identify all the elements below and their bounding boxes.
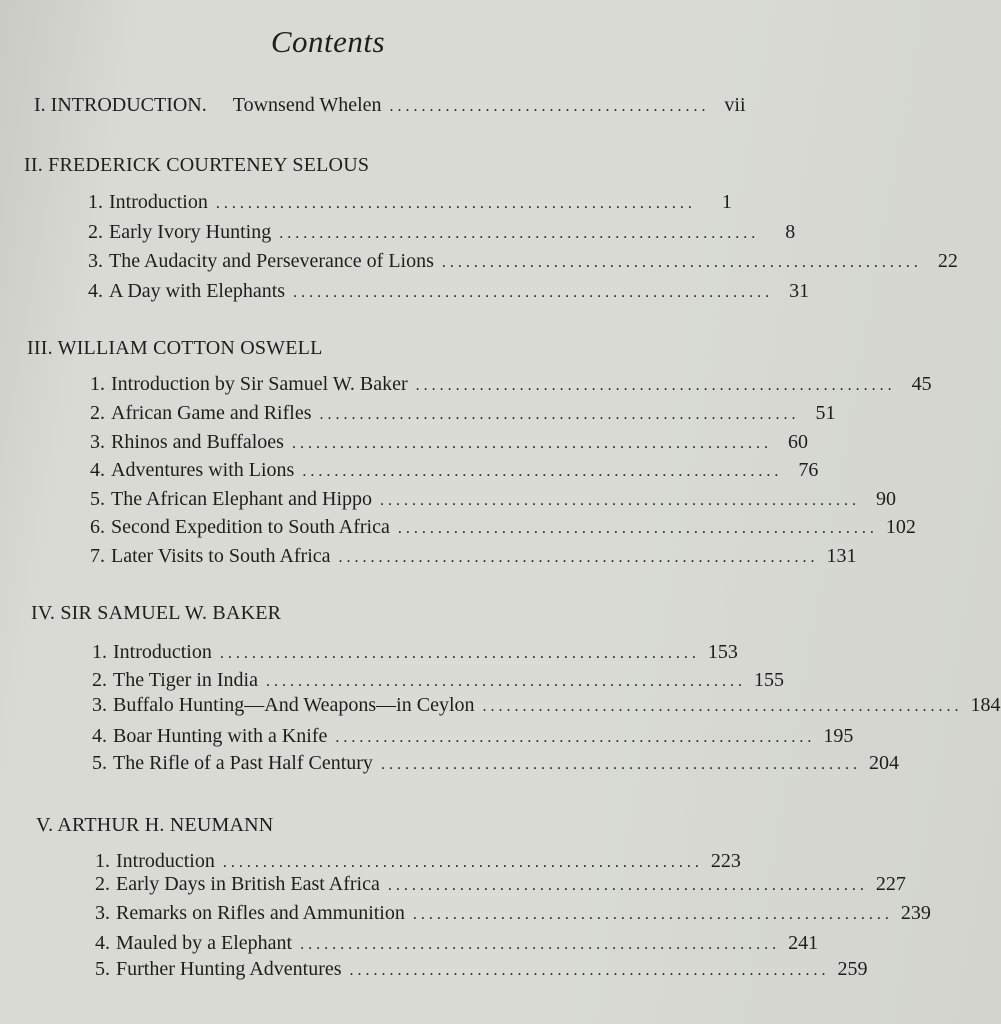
- toc-page-number: 259: [837, 958, 868, 980]
- toc-entry[interactable]: [88, 221, 796, 244]
- toc-entry[interactable]: [90, 516, 916, 539]
- toc-page-number: 90: [876, 488, 897, 510]
- toc-entry[interactable]: [95, 902, 931, 925]
- toc-entry-number: 1.: [95, 850, 110, 872]
- toc-entry[interactable]: [92, 694, 1001, 717]
- dot-leader: ............................................................: [300, 936, 781, 953]
- toc-entry-title: Introduction: [109, 191, 208, 213]
- dot-leader: ............................................................: [415, 377, 896, 394]
- toc-entry-title: The Audacity and Perseverance of Lions: [109, 250, 434, 272]
- dot-leader: ............................................................: [222, 854, 703, 871]
- toc-entry-number: 1.: [92, 641, 107, 663]
- dot-leader: ............................................................: [380, 756, 861, 773]
- toc-entry[interactable]: [95, 958, 868, 981]
- toc-page-number: 51: [815, 402, 836, 424]
- toc-page-number: 153: [707, 641, 738, 663]
- toc-entry[interactable]: [95, 850, 741, 873]
- toc-entry-label: I. INTRODUCTION.: [34, 94, 207, 116]
- toc-page-number: 223: [710, 850, 741, 872]
- dot-leader: ............................................................: [215, 195, 696, 212]
- toc-entry[interactable]: [90, 431, 808, 454]
- toc-entry[interactable]: [95, 932, 819, 955]
- toc-entry-introduction[interactable]: [34, 94, 746, 117]
- toc-entry-number: 6.: [90, 516, 105, 538]
- dot-leader: ............................................................: [441, 254, 922, 271]
- toc-entry[interactable]: [95, 873, 906, 896]
- toc-page-number: 195: [823, 725, 854, 747]
- toc-entry-number: 2.: [88, 221, 103, 243]
- dot-leader: ............................................................: [266, 673, 746, 690]
- toc-page-number: 76: [798, 459, 819, 481]
- toc-entry-number: 5.: [92, 752, 107, 774]
- toc-entry[interactable]: [92, 669, 784, 692]
- toc-entry-title: Introduction: [116, 850, 215, 872]
- dot-leader: ............................................................: [412, 906, 893, 923]
- toc-entry-number: 5.: [90, 488, 105, 510]
- toc-entry[interactable]: [88, 191, 732, 214]
- toc-entry[interactable]: [90, 373, 932, 396]
- toc-entry-title: Adventures with Lions: [111, 459, 295, 481]
- section-heading-baker[interactable]: IV. SIR SAMUEL W. BAKER: [31, 602, 282, 624]
- toc-entry[interactable]: [92, 725, 854, 748]
- dot-leader: ............................................................: [279, 225, 760, 242]
- toc-entry-number: 2.: [95, 873, 110, 895]
- section-heading-selous[interactable]: II. FREDERICK COURTENEY SELOUS: [24, 154, 370, 176]
- toc-page-number: 1: [721, 191, 732, 213]
- toc-page-number: 31: [789, 280, 810, 302]
- toc-page-number: 239: [900, 902, 931, 924]
- toc-page-number: 241: [788, 932, 819, 954]
- toc-entry-title: Mauled by a Elephant: [116, 932, 293, 954]
- toc-entry-title: African Game and Rifles: [111, 402, 312, 424]
- dot-leader: ............................................................: [291, 435, 772, 452]
- toc-entry-number: 7.: [90, 545, 105, 567]
- toc-entry-title: Further Hunting Adventures: [116, 958, 342, 980]
- toc-page-number: 155: [754, 669, 784, 691]
- toc-entry[interactable]: [88, 280, 810, 303]
- toc-entry-number: 3.: [95, 902, 110, 924]
- toc-entry-title: Buffalo Hunting—And Weapons—in Ceylon: [113, 694, 475, 716]
- toc-page-number: 45: [911, 373, 932, 395]
- toc-entry[interactable]: [92, 641, 738, 664]
- dot-leader: ............................................................: [397, 520, 878, 537]
- toc-entry-author: Townsend Whelen: [232, 94, 382, 116]
- toc-entry-title: The African Elephant and Hippo: [111, 488, 373, 510]
- toc-entry[interactable]: [92, 752, 899, 775]
- toc-page-number: 184: [970, 694, 1001, 716]
- toc-page-number: 102: [885, 516, 916, 538]
- toc-entry[interactable]: [90, 459, 819, 482]
- toc-entry-title: Introduction by Sir Samuel W. Baker: [111, 373, 408, 395]
- toc-entry-number: 1.: [88, 191, 103, 213]
- toc-entry-title: Second Expedition to South Africa: [111, 516, 390, 538]
- toc-page-number: vii: [724, 94, 746, 116]
- toc-page-number: 227: [875, 873, 906, 895]
- toc-entry-number: 2.: [90, 402, 105, 424]
- toc-entry-number: 3.: [92, 694, 107, 716]
- toc-entry-number: 4.: [92, 725, 107, 747]
- toc-page-number: 60: [787, 431, 808, 453]
- dot-leader: ............................................................: [319, 406, 800, 423]
- dot-leader: ............................................................: [338, 549, 819, 566]
- toc-page-number: 8: [785, 221, 796, 243]
- dot-leader: ............................................................: [335, 729, 816, 746]
- toc-entry-title: A Day with Elephants: [109, 280, 286, 302]
- toc-entry-title: Rhinos and Buffaloes: [111, 431, 284, 453]
- section-heading-neumann[interactable]: V. ARTHUR H. NEUMANN: [36, 814, 274, 836]
- toc-entry-number: 4.: [95, 932, 110, 954]
- toc-page-number: 22: [937, 250, 958, 272]
- toc-entry-number: 4.: [90, 459, 105, 481]
- dot-leader: ............................................................: [302, 463, 783, 480]
- toc-entry-title: Remarks on Rifles and Ammunition: [116, 902, 405, 924]
- toc-entry[interactable]: [90, 488, 897, 511]
- dot-leader: ............................................................: [219, 645, 700, 662]
- toc-entry-number: 1.: [90, 373, 105, 395]
- toc-page-number: 204: [868, 752, 899, 774]
- toc-entry-title: Boar Hunting with a Knife: [113, 725, 328, 747]
- toc-entry-title: Early Days in British East Africa: [116, 873, 380, 895]
- toc-entry-title: Later Visits to South Africa: [111, 545, 331, 567]
- toc-entry-title: The Rifle of a Past Half Century: [113, 752, 373, 774]
- toc-entry-number: 3.: [88, 250, 103, 272]
- toc-entry-number: 5.: [95, 958, 110, 980]
- dot-leader: ........................................: [389, 98, 710, 115]
- toc-entry[interactable]: [90, 545, 857, 568]
- toc-entry[interactable]: [88, 250, 958, 273]
- toc-entry-title: The Tiger in India: [113, 669, 258, 691]
- dot-leader: ............................................................: [349, 962, 830, 979]
- dot-leader: ............................................................: [387, 877, 868, 894]
- toc-entry-title: Early Ivory Hunting: [109, 221, 272, 243]
- toc-entry-number: 2.: [92, 669, 107, 691]
- page-title: Contents: [270, 24, 386, 59]
- toc-page-number: 131: [826, 545, 857, 567]
- toc-entry-number: 4.: [88, 280, 103, 302]
- toc-entry[interactable]: [90, 402, 836, 425]
- section-heading-oswell[interactable]: III. WILLIAM COTTON OSWELL: [27, 337, 323, 359]
- toc-entry-number: 3.: [90, 431, 105, 453]
- dot-leader: ............................................................: [380, 492, 861, 509]
- dot-leader: ............................................................: [482, 698, 963, 715]
- dot-leader: ............................................................: [293, 284, 774, 301]
- toc-entry-title: Introduction: [113, 641, 212, 663]
